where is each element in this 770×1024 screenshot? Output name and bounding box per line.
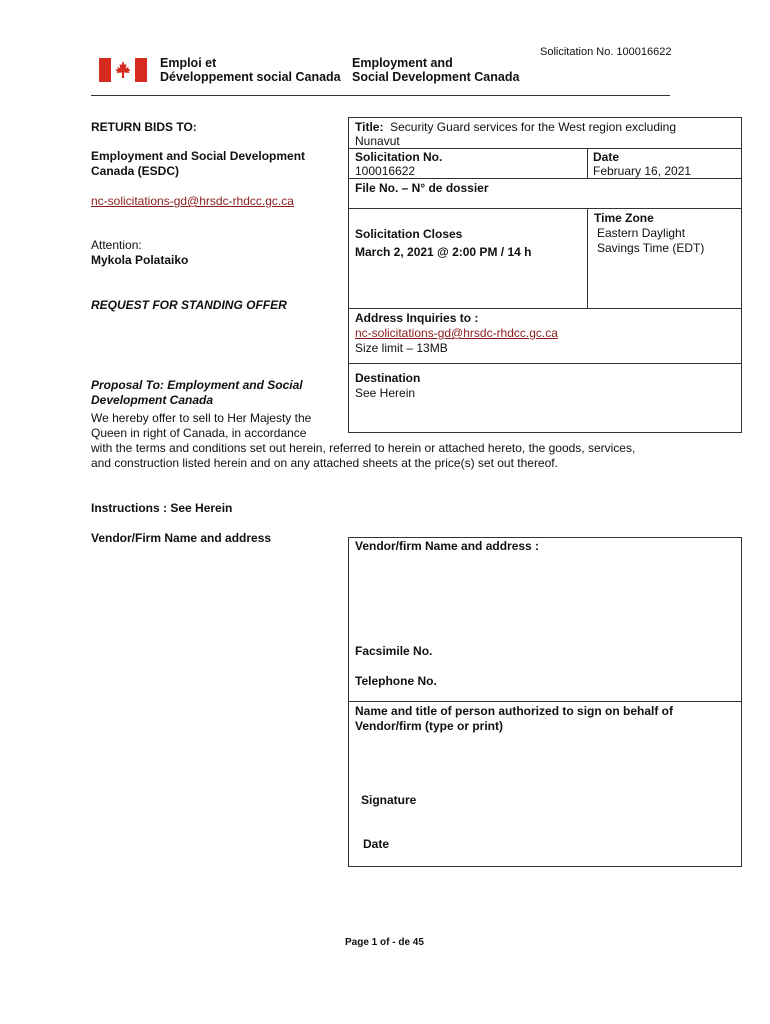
dept-en-line2: Social Development Canada [352,70,520,84]
divider-title [348,148,742,149]
fax-label: Facsimile No. [355,644,433,658]
instructions-label: Instructions : See Herein [91,501,233,515]
closes-value: March 2, 2021 @ 2:00 PM / 14 h [355,245,532,259]
sign-date-label: Date [363,837,390,851]
time-zone-line1: Eastern Daylight [597,226,686,240]
title-label: Title: [355,120,384,134]
org-line2: Canada (ESDC) [91,164,180,178]
divider-file [348,208,742,209]
proposal-line2: Development Canada [91,393,214,407]
return-email-link[interactable]: nc-solicitations-gd@hrsdc-rhdcc.gc.ca [91,194,294,208]
inquiries-label: Address Inquiries to : [355,311,479,325]
auth-line1: Name and title of person authorized to sign on behalf of [355,704,674,718]
signature-label: Signature [361,793,417,807]
title-value: Security Guard services for the West region excluding [390,120,677,134]
vendor-label: Vendor/Firm Name and address [91,531,272,545]
divider-date-vertical [587,148,588,178]
return-bids-label: RETURN BIDS TO: [91,120,197,134]
inquiries-email-link[interactable]: nc-solicitations-gd@hrsdc-rhdcc.gc.ca [355,326,558,340]
file-no-label: File No. – N° de dossier [355,181,489,195]
closes-label: Solicitation Closes [355,227,463,241]
divider-tz-vertical [587,208,588,308]
size-limit: Size limit – 13MB [355,341,448,355]
request-type: REQUEST FOR STANDING OFFER [91,298,287,312]
time-zone-label: Time Zone [594,211,654,225]
vendor-name-address-label: Vendor/firm Name and address : [355,539,540,553]
divider-closes [348,308,742,309]
org-line1: Employment and Social Development [91,149,306,163]
destination-label: Destination [355,371,421,385]
title-row [355,120,676,135]
proposal-line1: Proposal To: Employment and Social [91,378,303,392]
phone-label: Telephone No. [355,674,437,688]
date-value: February 16, 2021 [593,164,692,178]
auth-line2: Vendor/firm (type or print) [355,719,504,733]
title-value-line2: Nunavut [355,134,400,148]
vendor-box [348,537,742,867]
attention-label: Attention: [91,238,142,252]
offer-line2: Queen in right of Canada, in accordance [91,426,307,440]
solicitation-no-value: 100016622 [355,164,416,178]
attention-name: Mykola Polataiko [91,253,189,267]
header-divider [91,95,670,96]
offer-line1: We hereby offer to sell to Her Majesty the [91,411,312,425]
date-label: Date [593,150,620,164]
solicitation-no-label: Solicitation No. [355,150,443,164]
time-zone-line2: Savings Time (EDT) [597,241,705,255]
page-number: Page 1 of - de 45 [345,937,424,948]
dept-fr-line1: Emploi et [160,56,217,70]
divider-inquiries [348,363,742,364]
solicitation-ref: Solicitation No. 100016622 [540,46,672,58]
offer-line3: with the terms and conditions set out herein, referred to herein or attached hereto, the goods, services, [91,441,636,455]
destination-value: See Herein [355,386,416,400]
dept-fr-line2: Développement social Canada [160,70,341,84]
offer-line4: and construction listed herein and on any attached sheets at the price(s) set out thereof. [91,456,558,470]
canada-flag-icon [99,58,147,82]
dept-en-line1: Employment and [352,56,453,70]
vendor-box-divider [348,701,742,702]
